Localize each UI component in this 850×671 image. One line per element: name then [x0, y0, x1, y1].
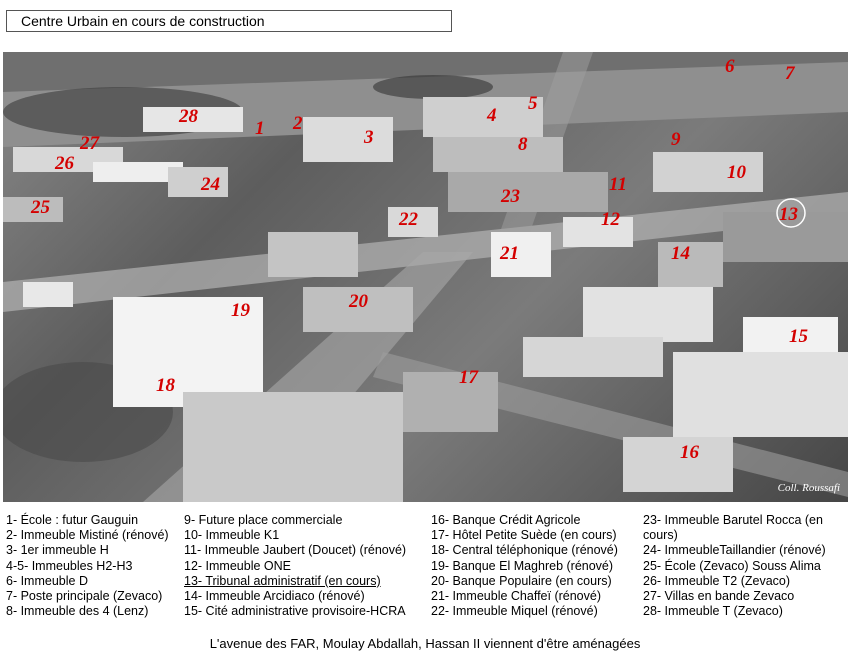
photo-label: 6 [725, 56, 735, 77]
photo-label: 12 [601, 209, 620, 230]
legend-item: 15- Cité administrative provisoire-HCRA [184, 604, 406, 619]
legend-item: 6- Immeuble D [6, 573, 88, 588]
photo-label: 28 [179, 106, 198, 127]
photo-label: 1 [255, 118, 265, 139]
photo-label: 9 [671, 129, 681, 150]
photo-label: 25 [31, 197, 50, 218]
photo-label: 2 [293, 113, 303, 134]
legend-item: 23- Immeuble Barutel Rocca (en cours) [643, 513, 823, 543]
legend-item: 13- Tribunal administratif (en cours) [184, 573, 381, 588]
photo-label: 5 [528, 93, 538, 114]
photo-illustration [3, 52, 848, 502]
photo-label: 20 [349, 291, 368, 312]
title-box [6, 10, 452, 32]
legend-item: 18- Central téléphonique (rénové) [431, 543, 618, 558]
legend-item: 2- Immeuble Mistiné (rénové) [6, 528, 169, 543]
legend-item: 9- Future place commerciale [184, 513, 343, 527]
legend-column-4 [643, 513, 843, 619]
legend-item: 17- Hôtel Petite Suède (en cours) [431, 528, 617, 543]
legend-item: 14- Immeuble Arcidiaco (rénové) [184, 589, 365, 604]
photo-label: 18 [156, 375, 175, 396]
legend-item: 8- Immeuble des 4 (Lenz) [6, 604, 149, 619]
photo-credit: Coll. Roussafi [777, 482, 840, 494]
photo-label: 8 [518, 134, 528, 155]
legend-item: 10- Immeuble K1 [184, 528, 280, 543]
caption: L'avenue des FAR, Moulay Abdallah, Hassan II viennent d'être aménagées [209, 636, 641, 651]
legend-item: 26- Immeuble T2 (Zevaco) [643, 573, 791, 588]
photo-label: 13 [779, 204, 798, 225]
photo-label: 14 [671, 243, 690, 264]
legend-item: 25- École (Zevaco) Souss Alima [643, 558, 821, 573]
legend-item: 19- Banque El Maghreb (rénové) [431, 558, 614, 573]
legend-column-2 [184, 513, 406, 619]
page-title: Centre Urbain en cours de construction [21, 13, 265, 29]
photo-label: 27 [80, 133, 99, 154]
legend-column-3 [431, 513, 618, 619]
photo-label: 26 [55, 153, 74, 174]
legend-item: 16- Banque Crédit Agricole [431, 513, 581, 527]
photo-label: 7 [785, 63, 795, 84]
photo-label: 10 [727, 162, 746, 183]
legend-item: 22- Immeuble Miquel (rénové) [431, 604, 598, 619]
photo-label: 3 [364, 127, 374, 148]
photo-label: 15 [789, 326, 808, 347]
photo-label: 24 [201, 174, 220, 195]
photo-label: 22 [399, 209, 418, 230]
photo-label: 17 [459, 367, 478, 388]
photo-label: 4 [487, 105, 497, 126]
aerial-photo [3, 52, 848, 502]
legend-item: 28- Immeuble T (Zevaco) [643, 604, 783, 619]
legend-item: 3- 1er immeuble H [6, 543, 109, 558]
legend-item: 24- ImmeubleTaillandier (rénové) [643, 543, 826, 558]
photo-label: 23 [501, 186, 520, 207]
legend-item: 27- Villas en bande Zevaco [643, 589, 795, 604]
legend-column-1 [6, 513, 169, 619]
photo-label: 11 [609, 174, 627, 195]
legend-item: 21- Immeuble Chaffeï (rénové) [431, 589, 601, 604]
legend-item: 4-5- Immeubles H2-H3 [6, 558, 133, 573]
photo-label: 16 [680, 442, 699, 463]
legend-item: 11- Immeuble Jaubert (Doucet) (rénové) [184, 543, 407, 558]
legend-item: 20- Banque Populaire (en cours) [431, 573, 612, 588]
legend-item: 7- Poste principale (Zevaco) [6, 589, 163, 604]
photo-label: 21 [500, 243, 519, 264]
photo-label: 19 [231, 300, 250, 321]
legend-item: 1- École : futur Gauguin [6, 513, 139, 527]
legend-item: 12- Immeuble ONE [184, 558, 291, 573]
